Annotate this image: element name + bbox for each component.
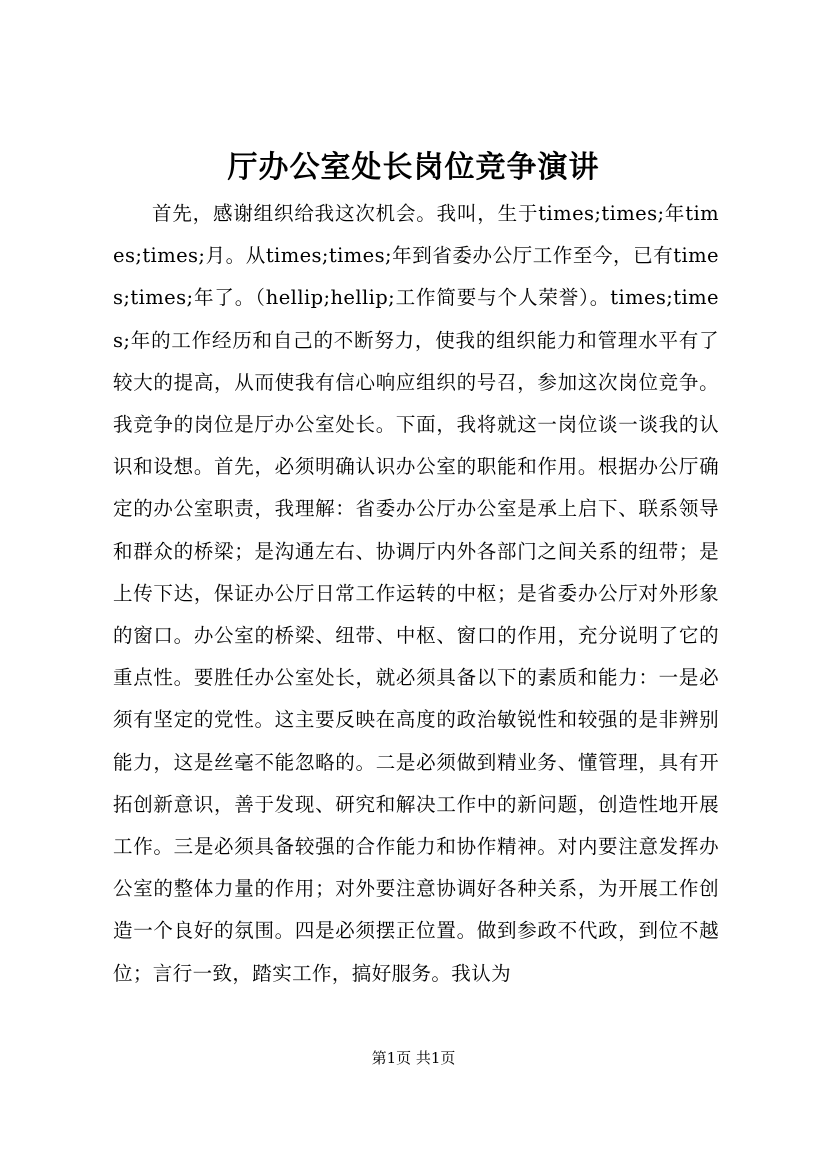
- page-footer: 第1页 共1页: [371, 1049, 456, 1067]
- document-title: 厅办公室处长岗位竞争演讲: [227, 150, 600, 185]
- body-paragraph: 首先，感谢组织给我这次机会。我叫，生于times;times;年times;times;月。从times;times;年到省委办公厅工作至今，已有times;times;年了。（hellip;hellip;工作简要与个人荣誉）。times;times;年的工作经历和自己的不断努力，使我的组织能力和管理水平有了较大的提高，从而使我有信心响应组织的号召，参加这次岗位竞争。我竞争的岗位是厅办公室处长。下面，我将就这一岗位谈一谈我的认识和设想。首先，必须明确认识办公室的职能和作用。根据办公厅确定的办公室职责，我理解：省委办公厅办公室是承上启下、联系领导和群众的桥梁；是沟通左右、协调厅内外各部门之间关系的纽带；是上传下达，保证办公厅日常工作运转的中枢；是省委办公厅对外形象的窗口。办公室的桥梁、纽带、中枢、窗口的作用，充分说明了它的重点性。要胜任办公室处长，就必须具备以下的素质和能力：一是必须有坚定的党性。这主要反映在高度的政治敏锐性和较强的是非辨别能力，这是丝毫不能忽略的。二是必须做到精业务、懂管理，具有开拓创新意识，善于发现、研究和解决工作中的新问题，创造性地开展工作。三是必须具备较强的合作能力和协作精神。对内要注意发挥办公室的整体力量的作用；对外要注意协调好各种关系，为开展工作创造一个良好的氛围。四是必须摆正位置。做到参政不代政，到位不越位；言行一致，踏实工作，搞好服务。我认为: [113, 202, 719, 985]
